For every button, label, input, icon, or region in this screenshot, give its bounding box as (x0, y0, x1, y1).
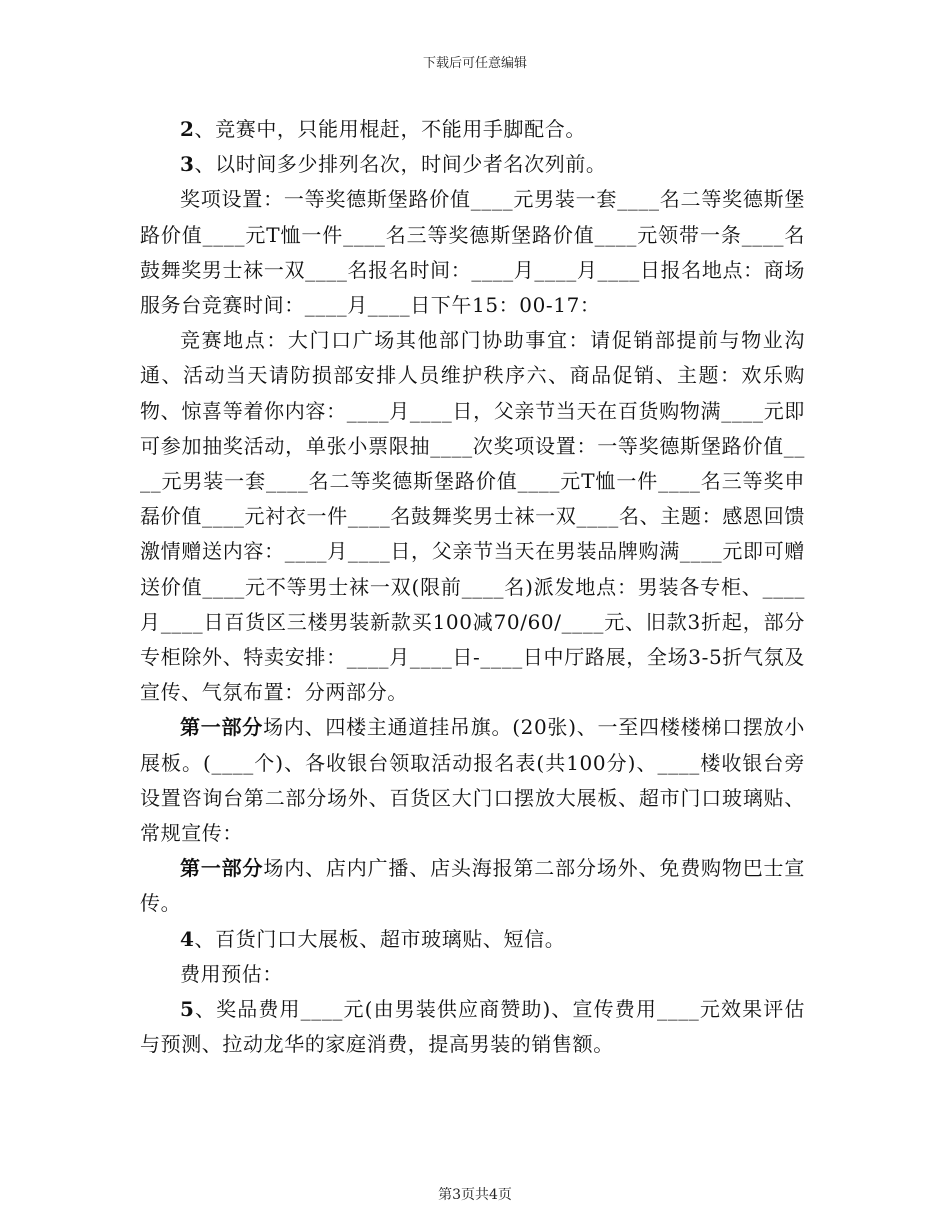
paragraph-text: 、以时间多少排列名次，时间少者名次列前。 (194, 152, 607, 177)
paragraph-lead: 3 (180, 152, 195, 177)
paragraph-lead: 第一部分 (180, 856, 264, 881)
paragraph-publicity-part-1 (140, 851, 805, 921)
paragraph-lead: 2 (180, 117, 195, 141)
paragraph-lead: 4 (180, 926, 195, 951)
paragraph-item-5 (140, 992, 805, 1062)
paragraph-lead: 第一部分 (180, 715, 264, 740)
paragraph-item-4 (140, 922, 805, 957)
paragraph-decoration-part-1 (140, 710, 805, 851)
paragraph-text: 、百货门口大展板、超市玻璃贴、短信。 (194, 926, 566, 951)
paragraph-lead: 5 (180, 997, 195, 1022)
page-header: 下载后可任意编辑 (422, 56, 527, 71)
paragraph-text: 、奖品费用____元(由男装供应商赞助)、宣传费用____元效果评估与预测、拉动龙华的家庭消费，提高男装的销售额。 (140, 997, 805, 1057)
paragraph-rule-2 (140, 112, 805, 147)
paragraph-text: 费用预估： (180, 961, 283, 986)
document-body (140, 112, 805, 1062)
paragraph-cost-estimate (140, 957, 805, 992)
paragraph-venue-promotion (140, 323, 805, 710)
paragraph-text: 场内、店内广播、店头海报第二部分场外、免费购物巴士宣传。 (140, 856, 805, 916)
paragraph-rule-3 (140, 147, 805, 182)
paragraph-text: 奖项设置：一等奖德斯堡路价值____元男装一套____名二等奖德斯堡路价值____元T恤一件____名三等奖德斯堡路价值____元领带一条____名鼓舞奖男士袜一双____名报名时间：____月____月____日报名地点：商场服务台竞赛时间：____月____日下午15：00-17： (140, 187, 805, 318)
page-footer: 第3页共4页 (438, 1187, 512, 1203)
paragraph-prize-settings (140, 182, 805, 323)
paragraph-text: 、竞赛中，只能用棍赶，不能用手脚配合。 (194, 117, 586, 141)
paragraph-text: 竞赛地点：大门口广场其他部门协助事宜：请促销部提前与物业沟通、活动当天请防损部安排人员维护秩序六、商品促销、主题：欢乐购物、惊喜等着你内容：____月____日，父亲节当天在百货购物满____元即可参加抽奖活动，单张小票限抽____次奖项设置：一等奖德斯堡路价值____元男装一套____名二等奖德斯堡路价值____元T恤一件____名三等奖申磊价值____元衬衣一件____名鼓舞奖男士袜一双____名、主题：感恩回馈激情赠送内容：____月____日，父亲节当天在男装品牌购满____元即可赠送价值____元不等男士袜一双(限前____名)派发地点：男装各专柜、____月____日百货区三楼男装新款买100减70/60/____元、旧款3折起，部分专柜除外、特卖安排：____月____日-____日中厅路展，全场3-5折气氛及宣传、气氛布置：分两部分。 (140, 328, 805, 705)
paragraph-text: 场内、四楼主通道挂吊旗。(20张)、一至四楼楼梯口摆放小展板。(____个)、各收银台领取活动报名表(共100分)、____楼收银台旁设置咨询台第二部分场外、百货区大门口摆放大展板、超市门口玻璃贴、常规宣传： (140, 715, 805, 846)
